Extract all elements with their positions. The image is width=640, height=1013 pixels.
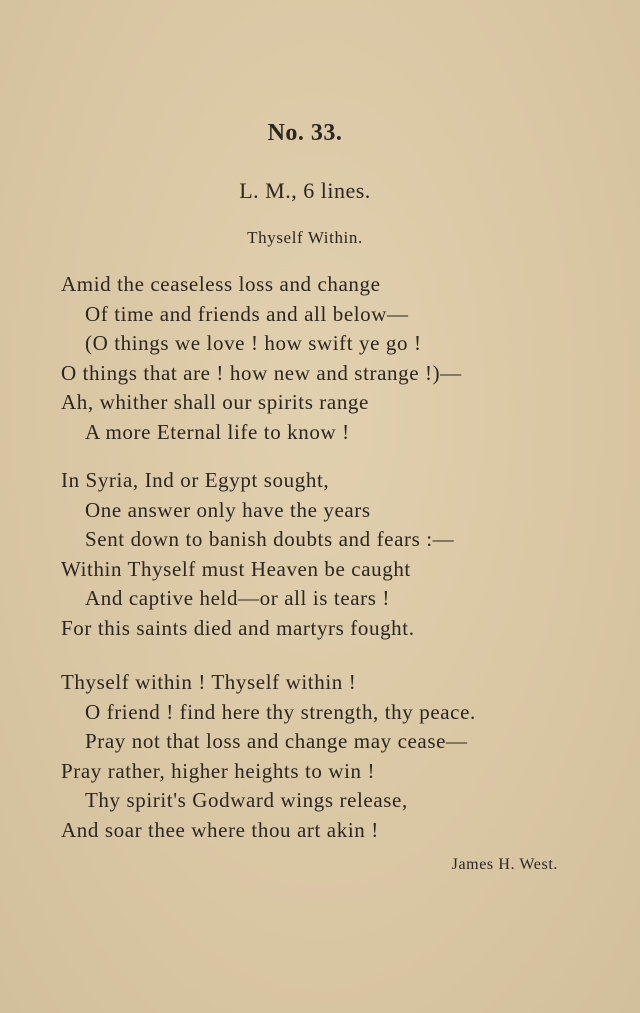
verse-line: And captive held—or all is tears ! xyxy=(85,586,390,611)
verse-line: Of time and friends and all below— xyxy=(85,301,409,326)
stanza-3 xyxy=(61,668,476,846)
verse-line: Amid the ceaseless loss and change xyxy=(61,272,381,296)
stanza-2 xyxy=(61,466,454,644)
verse-line: A more Eternal life to know ! xyxy=(85,419,350,444)
verse-line: Thy spirit's Godward wings release, xyxy=(85,788,408,813)
verse-line: And soar thee where thou art akin ! xyxy=(61,817,379,842)
stanza-1 xyxy=(61,270,462,448)
verse-line: Pray rather, higher heights to win ! xyxy=(61,758,376,783)
verse-line: O things that are ! how new and strange !)— xyxy=(61,360,462,385)
verse-line: For this saints died and martyrs fought. xyxy=(61,615,415,640)
hymn-title: Thyself Within. xyxy=(247,228,363,247)
verse-line: In Syria, Ind or Egypt sought, xyxy=(61,468,330,492)
verse-line: O friend ! find here thy strength, thy peace. xyxy=(85,699,476,724)
hymn-number: No. 33. xyxy=(267,120,343,146)
hymn-author: James H. West. xyxy=(451,856,558,873)
verse-line: Thyself within ! Thyself within ! xyxy=(61,670,357,694)
verse-line: Pray not that loss and change may cease— xyxy=(85,729,468,754)
verse-line: (O things we love ! how swift ye go ! xyxy=(85,331,422,356)
verse-line: Ah, whither shall our spirits range xyxy=(61,390,369,415)
hymn-meter: L. M., 6 lines. xyxy=(239,178,371,203)
verse-line: One answer only have the years xyxy=(85,497,371,522)
verse-line: Within Thyself must Heaven be caught xyxy=(61,556,411,581)
verse-line: Sent down to banish doubts and fears :— xyxy=(85,527,455,552)
